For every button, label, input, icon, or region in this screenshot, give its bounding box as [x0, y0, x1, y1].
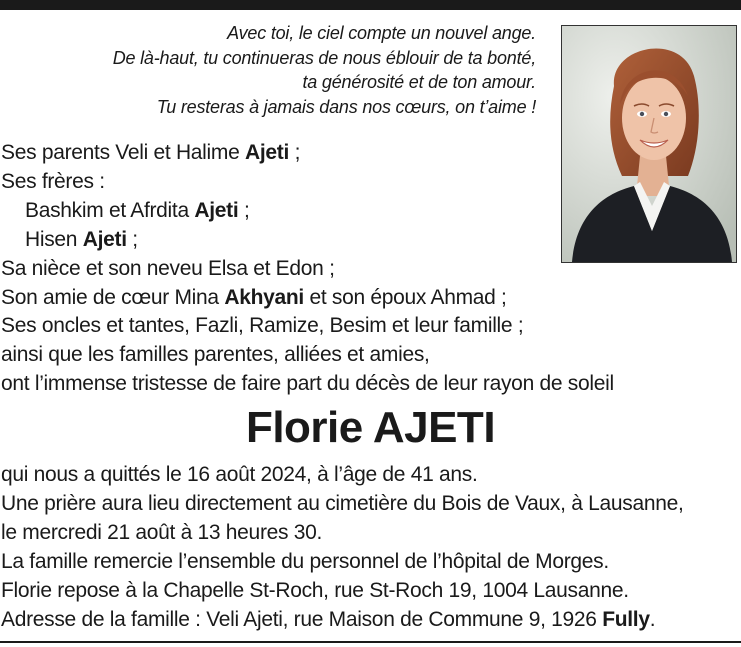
details-prayer: Une prière aura lieu directement au cimetière du Bois de Vaux, à Lausanne, [1, 492, 684, 516]
top-border-rule [0, 0, 741, 10]
family-parents: Ses parents Veli et Halime Ajeti ; [1, 141, 301, 164]
poem-epitaph [16, 21, 536, 119]
service-details [1, 460, 684, 635]
details-thanks: La famille remercie l’ensemble du personnel de l’hôpital de Morges. [1, 550, 609, 574]
poem-line: Tu resteras à jamais dans nos cœurs, on t’aime ! [156, 96, 536, 117]
poem-line: ta générosité et de ton amour. [302, 72, 536, 92]
family-brother-2: Hisen Ajeti ; [25, 227, 138, 251]
family-announcement: ont l’immense tristesse de faire part du décès de leur rayon de soleil [1, 372, 614, 396]
family-list [1, 139, 614, 399]
bottom-border-rule [0, 641, 741, 643]
family-brother-1: Bashkim et Afrdita Ajeti ; [25, 198, 250, 222]
family-niece-nephew: Sa nièce et son neveu Elsa et Edon ; [1, 256, 335, 280]
family-uncles-aunts: Ses oncles et tantes, Fazli, Ramize, Besim et leur famille ; [1, 314, 524, 338]
deceased-name: Florie AJETI [245, 403, 496, 452]
details-passed: qui nous a quittés le 16 août 2024, à l’âge de 41 ans. [1, 463, 478, 486]
poem-line: De là-haut, tu continueras de nous éblouir de ta bonté, [112, 47, 536, 68]
family-friend: Son amie de cœur Mina Akhyani et son époux Ahmad ; [1, 285, 507, 309]
poem-line: Avec toi, le ciel compte un nouvel ange. [227, 23, 536, 43]
family-brothers-heading: Ses frères : [1, 169, 105, 193]
family-relatives: ainsi que les familles parentes, alliées et amies, [1, 343, 430, 367]
details-rests: Florie repose à la Chapelle St-Roch, rue St-Roch 19, 1004 Lausanne. [1, 579, 629, 603]
details-prayer-date: le mercredi 21 août à 13 heures 30. [1, 521, 323, 545]
details-address: Adresse de la famille : Veli Ajeti, rue Maison de Commune 9, 1926 Fully. [1, 608, 656, 632]
